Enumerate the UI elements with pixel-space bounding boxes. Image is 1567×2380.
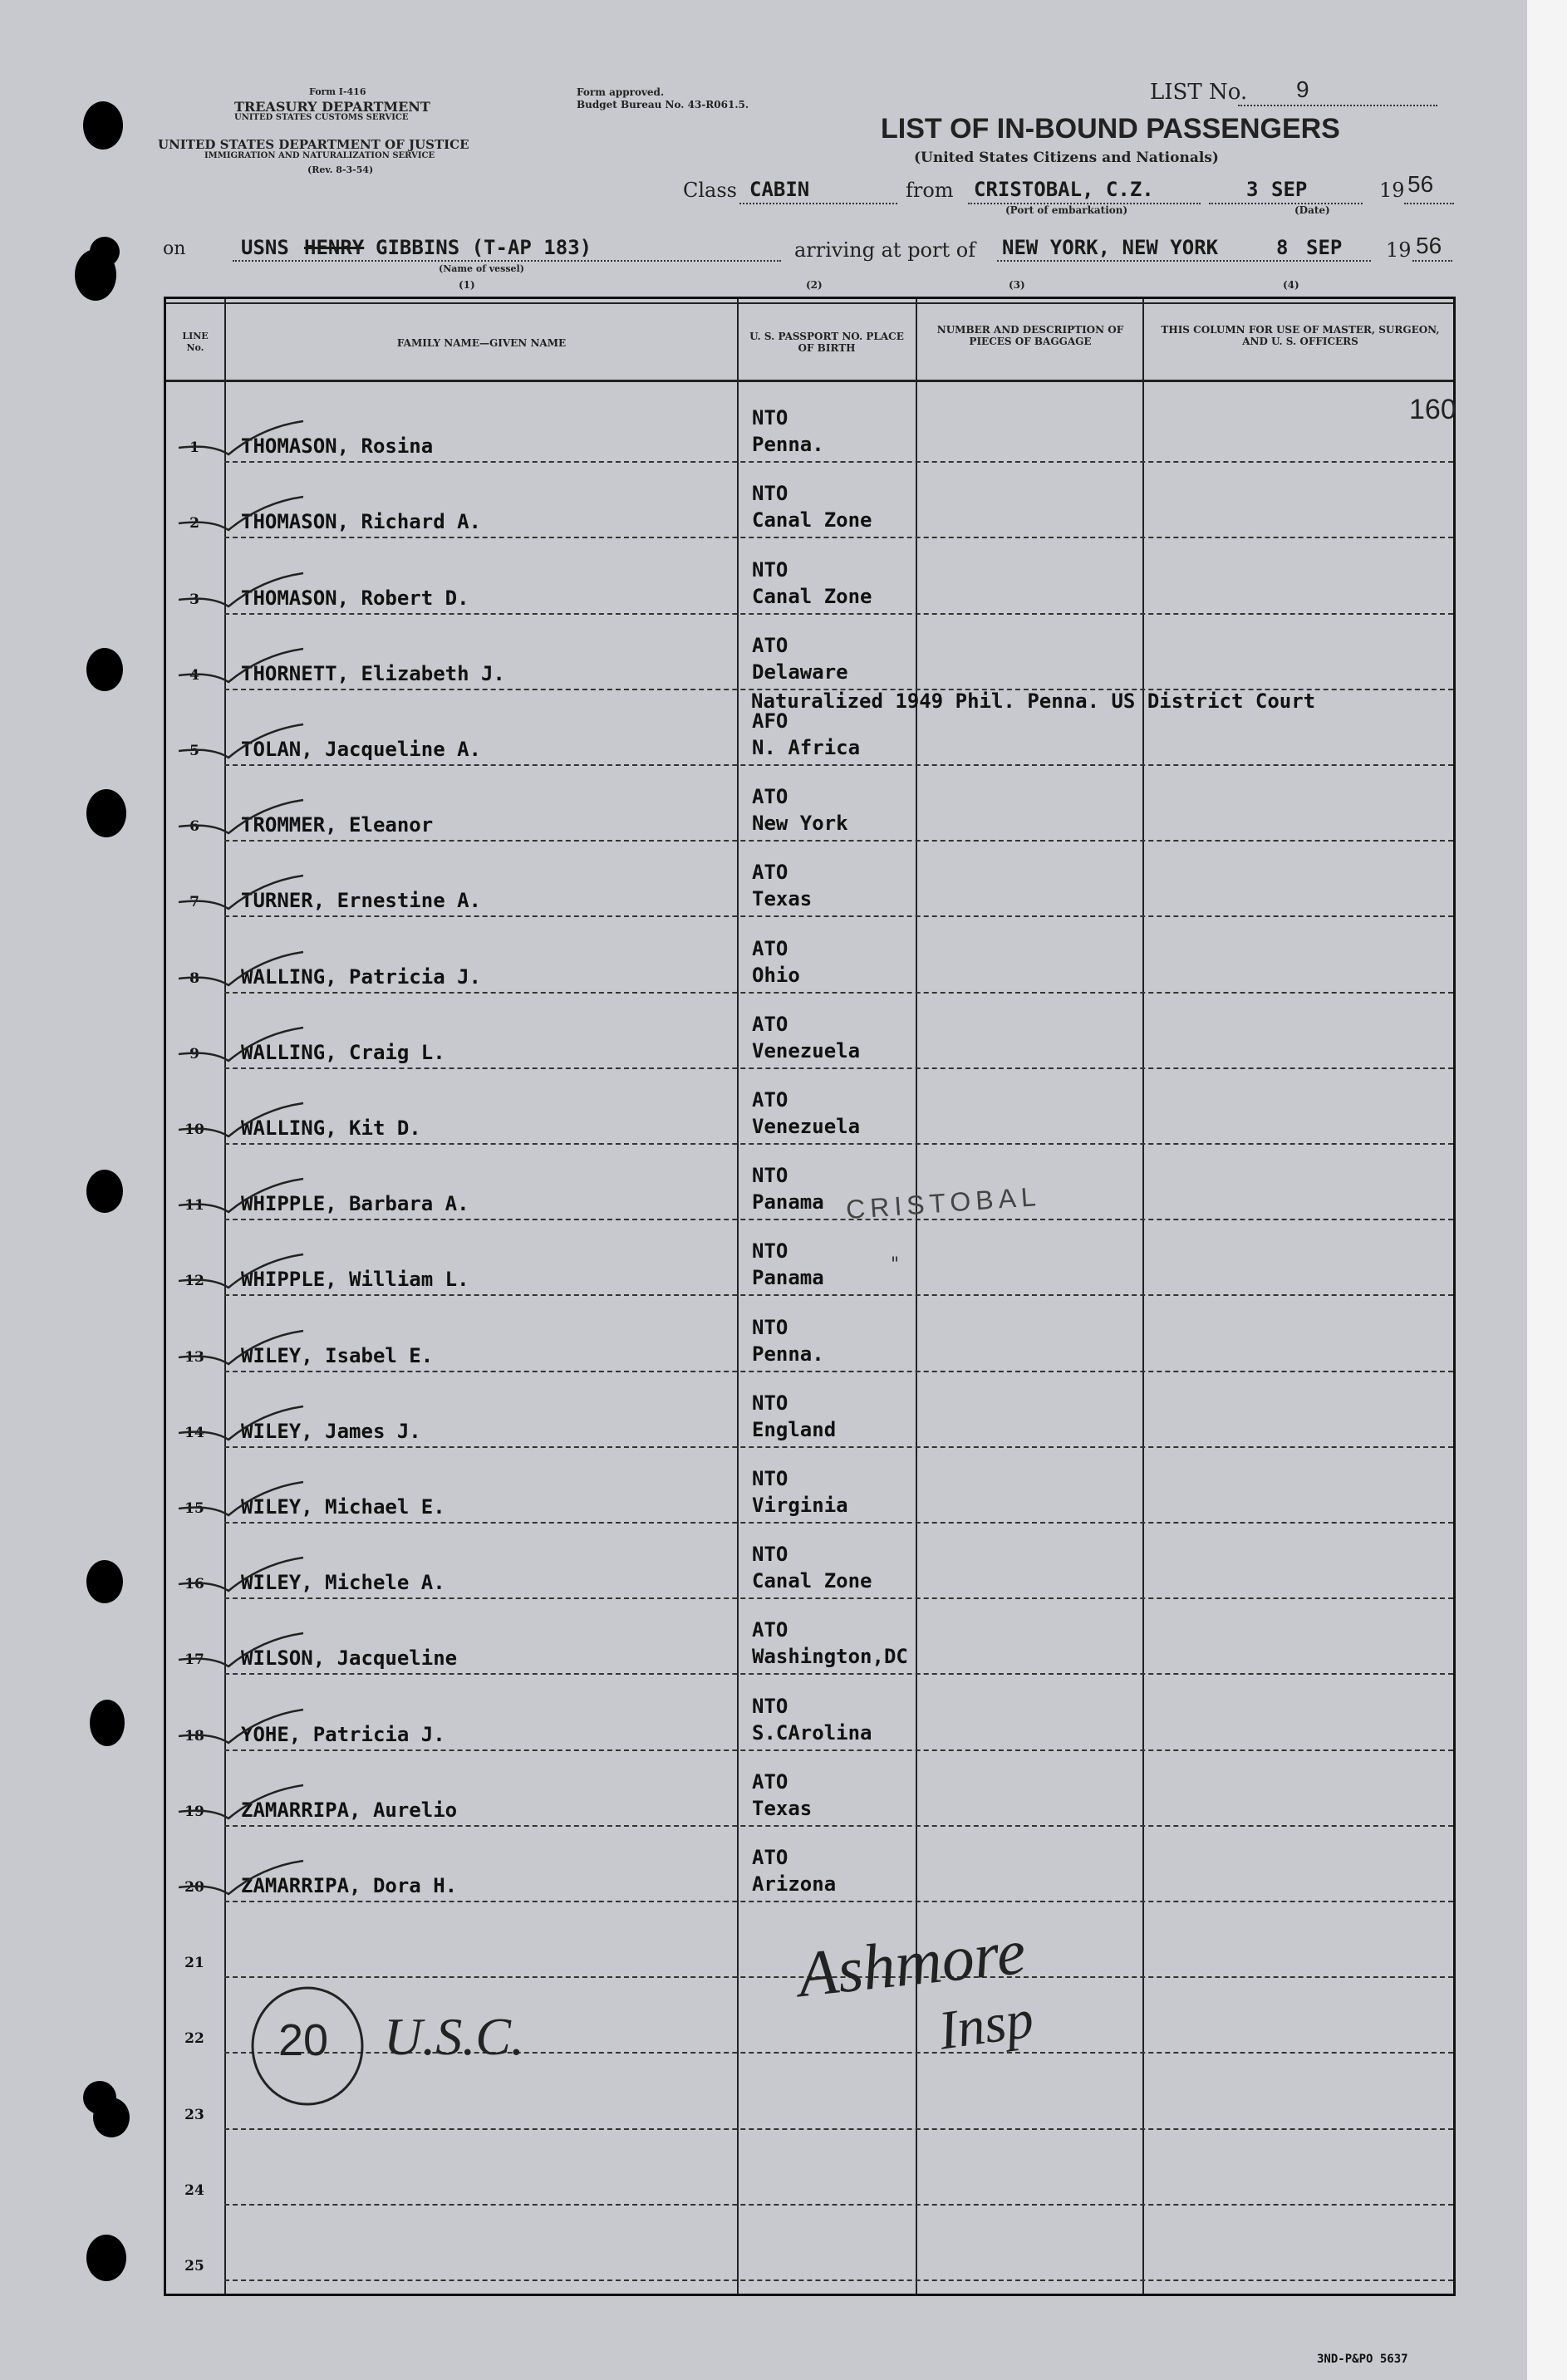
caption-2: (2) [806,279,823,291]
line-number: 10 [184,1121,204,1138]
check-mark-icon [170,1779,312,1828]
from-label: from [906,179,954,202]
class-underline [739,203,897,204]
row-rule [224,2128,1453,2130]
passenger-name: WALLING, Craig L. [241,1040,445,1064]
place-of-birth: Delaware [752,660,848,684]
check-mark-icon [170,945,312,995]
naturalized-note: Naturalized 1949 Phil. Penna. US District Court [751,689,1316,713]
passport-code: NTO [752,1164,788,1188]
place-of-birth: Arizona [752,1872,837,1896]
date-year-underline [1404,203,1454,204]
passport-code: NTO [752,1543,788,1567]
row-rule [224,1371,1453,1372]
passport-code: ATO [752,785,788,809]
row-rule [224,2204,1453,2206]
passenger-name: WALLING, Patricia J. [241,964,481,989]
check-mark-icon [170,415,312,464]
handwritten-total: 20 [278,2015,329,2065]
passport-code: ATO [752,936,788,960]
check-mark-icon [170,1400,312,1450]
page-number: 160 [1409,394,1456,425]
col-divider [737,299,739,2294]
page-edge [1527,0,1567,2380]
budget-bureau: Budget Bureau No. 43-R061.5. [577,99,749,110]
row-rule [224,1825,1453,1827]
line-number: 25 [184,2258,204,2274]
line-number: 18 [184,1727,204,1745]
passenger-name: THOMASON, Robert D. [241,586,469,610]
handwritten-usc: U.S.C. [384,2007,524,2066]
vessel-struck: HENRY [304,236,365,259]
row-rule [224,461,1453,463]
place-of-birth: Penna. [752,433,824,457]
line-number: 22 [184,2030,204,2048]
row-rule [224,992,1453,994]
list-no-label: LIST No. [1150,80,1248,105]
binder-hole [86,789,126,837]
line-number: 23 [184,2106,204,2123]
passport-code: ATO [752,1088,788,1111]
passport-code: NTO [752,482,788,506]
vessel-prefix: USNS [241,236,289,259]
line-number: 17 [184,1651,204,1669]
handwritten-ditto: " [891,1254,900,1275]
arrival-year-prefix: 19 [1386,238,1412,262]
passport-code: NTO [752,1391,788,1415]
check-mark-icon [170,1854,312,1904]
line-number: 9 [189,1045,199,1062]
place-of-birth: Venezuela [752,1115,861,1138]
line-number: 2 [189,515,199,532]
customs-label: UNITED STATES CUSTOMS SERVICE [234,113,409,122]
passenger-name: WILEY, Michele A. [241,1571,445,1595]
place-of-birth: Penna. [752,1342,824,1366]
binder-hole [86,2235,126,2281]
passport-code: NTO [752,1467,788,1490]
passport-code: NTO [752,557,788,582]
row-rule [224,840,1453,842]
place-of-birth: Canal Zone [752,1569,872,1593]
col-header-officers: THIS COLUMN FOR USE OF MASTER, SURGEON, AND U. S. OFFICERS [1161,324,1440,347]
check-mark-icon [170,642,312,692]
passenger-name: ZAMARRIPA, Dora H. [241,1874,458,1897]
row-rule [224,1219,1453,1220]
place-of-birth: S.CArolina [752,1720,872,1745]
arrival-day: 8 [1276,236,1289,259]
place-of-birth: Canal Zone [752,584,872,608]
line-number: 24 [184,2181,204,2199]
ins-label: IMMIGRATION AND NATURALIZATION SERVICE [204,151,435,160]
check-mark-icon [170,1475,312,1525]
place-of-birth: Canal Zone [752,508,872,532]
check-mark-icon [170,1703,312,1753]
passport-code: NTO [752,406,788,430]
caption-3: (3) [1009,279,1025,291]
vessel-name: GIBBINS (T-AP 183) [376,236,592,259]
col-header-baggage: NUMBER AND DESCRIPTION OF PIECES OF BAGGAGE [936,324,1124,347]
date-month: SEP [1271,178,1308,201]
check-mark-icon [170,490,312,540]
place-of-birth: Washington,DC [752,1645,908,1669]
arrival-port: NEW YORK, NEW YORK [1002,236,1219,259]
row-rule [224,1901,1453,1902]
check-mark-icon [170,1172,312,1222]
line-number: 15 [184,1500,204,1517]
row-rule [224,1446,1453,1448]
passport-code: NTO [752,1315,788,1339]
passenger-name: WILSON, Jacqueline [241,1646,458,1671]
passenger-name: WILEY, Isabel E. [241,1343,434,1367]
binder-hole [86,1170,123,1213]
page-title: LIST OF IN-BOUND PASSENGERS [881,113,1340,145]
class-value: CABIN [749,178,810,201]
line-number: 19 [184,1803,204,1820]
line-number: 20 [184,1879,204,1896]
place-of-birth: Ohio [752,963,800,987]
passport-code: ATO [752,1618,788,1642]
line-number: 11 [184,1197,204,1215]
passenger-name: WHIPPLE, Barbara A. [241,1192,469,1216]
passenger-name: THOMASON, Richard A. [241,510,481,534]
inspector-initials: Insp [935,1988,1038,2062]
place-of-birth: Venezuela [752,1038,861,1062]
row-rule [224,1143,1453,1145]
passport-code: ATO [752,1846,788,1869]
arriving-label: arriving at port of [794,238,976,262]
row-rule [224,613,1453,615]
place-of-birth: Texas [752,887,813,911]
page-subtitle: (United States Citizens and Nationals) [914,150,1219,166]
binder-hole [86,1560,123,1603]
col-header-line-no: LINE No. [182,331,209,353]
arrival-month: SEP [1306,236,1343,259]
passport-code: NTO [752,1694,788,1718]
row-rule [224,1522,1453,1524]
vessel-underline [233,260,781,262]
header-divider [166,380,1453,382]
col-divider [1142,299,1144,2294]
check-mark-icon [170,793,312,843]
check-mark-icon [170,869,312,919]
line-number: 4 [189,666,199,684]
passport-code: ATO [752,1769,788,1794]
check-mark-icon [170,1021,312,1071]
passport-code: AFO [752,709,788,733]
passport-code: ATO [752,633,788,657]
line-number: 3 [189,591,199,608]
check-mark-icon [170,718,312,768]
passport-code: ATO [752,1012,788,1036]
date-day: 3 [1246,178,1259,201]
line-number: 14 [184,1424,204,1441]
treasury-label: TREASURY DEPARTMENT [234,99,430,115]
binder-hole [93,2098,130,2137]
date-year-prefix: 19 [1379,179,1405,202]
form-number: Form I-416 [309,86,366,97]
place-of-birth: N. Africa [752,736,861,759]
row-rule [224,1749,1453,1751]
line-number: 6 [189,818,199,836]
arrival-year-underline [1412,260,1452,262]
passenger-name: ZAMARRIPA, Aurelio [241,1798,458,1822]
row-rule [224,915,1453,917]
caption-1: (1) [459,279,475,291]
list-no-value: 9 [1296,76,1309,102]
col-header-passport: U. S. PASSPORT NO. PLACE OF BIRTH [749,331,904,354]
line-number: 5 [189,743,199,759]
binder-hole [90,237,120,267]
place-of-birth: Texas [752,1796,813,1820]
passenger-name: THOMASON, Rosina [241,434,434,459]
date-underline [1209,203,1363,204]
line-number: 13 [184,1348,204,1366]
passenger-name: TURNER, Ernestine A. [241,889,481,913]
passenger-name: WILEY, Michael E. [241,1495,445,1519]
col-header-name: FAMILY NAME—GIVEN NAME [396,337,567,349]
line-number: 8 [189,969,199,987]
port-caption: (Port of embarkation) [1005,204,1128,216]
passenger-name: WILEY, James J. [241,1419,421,1443]
check-mark-icon [170,1097,312,1146]
caption-4: (4) [1283,279,1299,291]
place-of-birth: New York [752,812,848,836]
place-of-birth: England [752,1417,837,1441]
place-of-birth: Panama [752,1190,824,1215]
arrival-year: 56 [1416,233,1442,258]
passenger-name: WALLING, Kit D. [241,1116,421,1140]
date-year: 56 [1407,171,1434,197]
place-of-birth: Virginia [752,1494,848,1517]
check-mark-icon [170,1627,312,1676]
class-label: Class [683,179,737,202]
line-number: 7 [189,894,199,911]
handwritten-cristobal: CRISTOBAL [844,1180,1042,1225]
binder-hole [86,648,123,691]
row-rule [224,1673,1453,1675]
line-number: 16 [184,1576,204,1593]
vessel-caption: (Name of vessel) [439,263,524,274]
line-number: 21 [184,1955,204,1972]
check-mark-icon [170,1551,312,1601]
rev-label: (Rev. 8-3-54) [307,164,374,175]
passenger-name: THORNETT, Elizabeth J. [241,661,505,685]
list-no-underline [1238,105,1437,106]
check-mark-icon [170,567,312,616]
form-footer: 3ND-P&PO 5637 [1317,2353,1408,2366]
passenger-name: TROMMER, Eleanor [241,813,434,837]
check-mark-icon [170,1324,312,1374]
passport-code: NTO [752,1239,788,1264]
binder-hole [83,101,123,150]
on-label: on [163,238,186,259]
row-rule [224,1067,1453,1069]
passenger-name: YOHE, Patricia J. [241,1722,445,1746]
line-number: 1 [189,439,199,457]
binder-hole [90,1700,125,1746]
row-rule [224,1294,1453,1296]
line-number: 12 [184,1273,204,1290]
arrival-underline [997,260,1371,262]
passport-code: ATO [752,861,788,885]
check-mark-icon [170,1248,312,1298]
row-rule [224,537,1453,538]
justice-label: UNITED STATES DEPARTMENT OF JUSTICE [158,137,469,152]
form-approved: Form approved. [577,86,665,98]
row-rule [224,764,1453,766]
inspector-signature: Ashmore [794,1914,1029,2011]
passenger-name: TOLAN, Jacqueline A. [241,738,481,761]
row-rule [224,1597,1453,1599]
date-caption: (Date) [1294,204,1330,216]
from-value: CRISTOBAL, C.Z. [974,178,1154,201]
row-rule [224,2279,1453,2281]
passenger-name: WHIPPLE, William L. [241,1268,469,1292]
place-of-birth: Panama [752,1266,824,1290]
